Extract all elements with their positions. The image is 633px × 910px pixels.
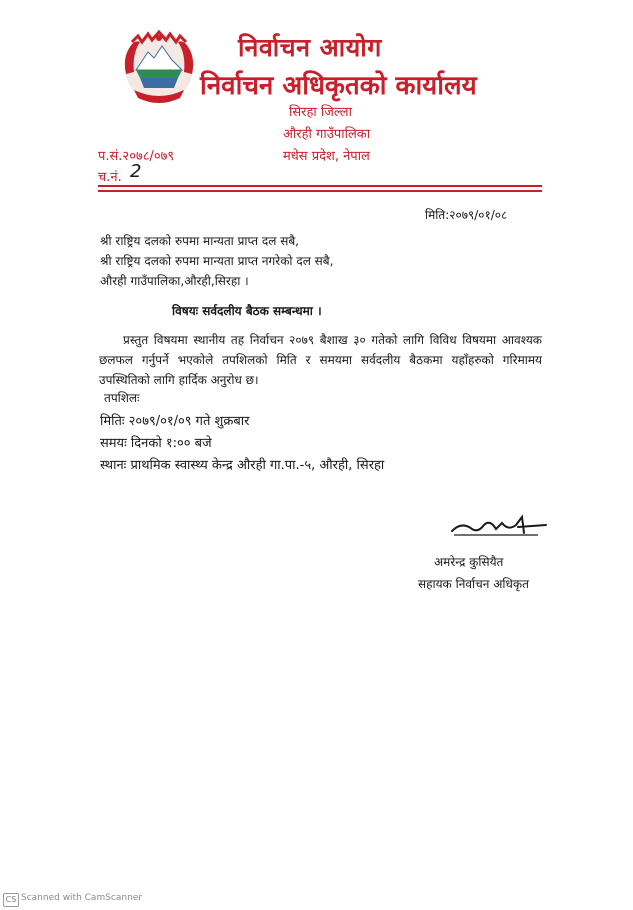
dispatch-number-value: 2 — [130, 161, 142, 182]
header-divider — [98, 185, 542, 187]
municipality-name: औरही गाउँपालिका — [283, 127, 371, 142]
nepal-emblem-icon — [118, 28, 200, 110]
addressee-line: श्री राष्ट्रिय दलको रुपमा मान्यता प्राप्त दल सबै, — [100, 234, 299, 248]
addressee-line: औरही गाउँपालिका,औरही,सिरहा । — [100, 274, 249, 288]
letter-subject: विषयः सर्वदलीय बैठक सम्बन्धमा । — [172, 304, 322, 318]
reference-number: प.सं.२०७८/०७९ — [98, 149, 175, 164]
header-divider — [98, 190, 542, 192]
signatory-title: सहायक निर्वाचन अधिकृत — [418, 577, 529, 591]
letter-date: मिति:२०७९/०१/०८ — [425, 208, 508, 222]
detail-date: मितिः २०७९/०१/०९ गते शुक्रबार — [100, 414, 250, 429]
camscanner-logo-icon: CS — [3, 893, 19, 907]
organization-name: निर्वाचन आयोग — [238, 33, 382, 62]
details-heading: तपशिलः — [104, 391, 140, 405]
office-name: निर्वाचन अधिकृतको कार्यालय — [200, 71, 477, 101]
addressee-line: श्री राष्ट्रिय दलको रुपमा मान्यता प्राप्त नगरेको दल सबै, — [100, 254, 334, 268]
detail-time: समयः दिनको १:०० बजे — [100, 436, 212, 451]
handwritten-signature — [448, 513, 548, 541]
signatory-name: अमरेन्द्र कुसियैत — [434, 555, 504, 569]
province-name: मधेस प्रदेश, नेपाल — [283, 149, 370, 164]
dispatch-number-label: च.नं. — [98, 170, 122, 185]
scanner-watermark-text: Scanned with CamScanner — [21, 893, 143, 903]
detail-venue: स्थानः प्राथमिक स्वास्थ्य केन्द्र औरही गा.पा.-५, औरही, सिरहा — [100, 458, 385, 473]
letter-body: प्रस्तुत विषयमा स्थानीय तह निर्वाचन २०७९ बैशाख ३० गतेको लागि विविध विषयमा आवश्यक छलफल गर्नुपर्ने भएकोले तपशिलको मिति र समयमा सर्वदलीय बैठकमा यहाँहरुको गरिमामय उपस्थितिको लागि हार्दिक अनुरोध छ। — [99, 333, 542, 387]
district-name: सिरहा जिल्ला — [289, 105, 352, 120]
